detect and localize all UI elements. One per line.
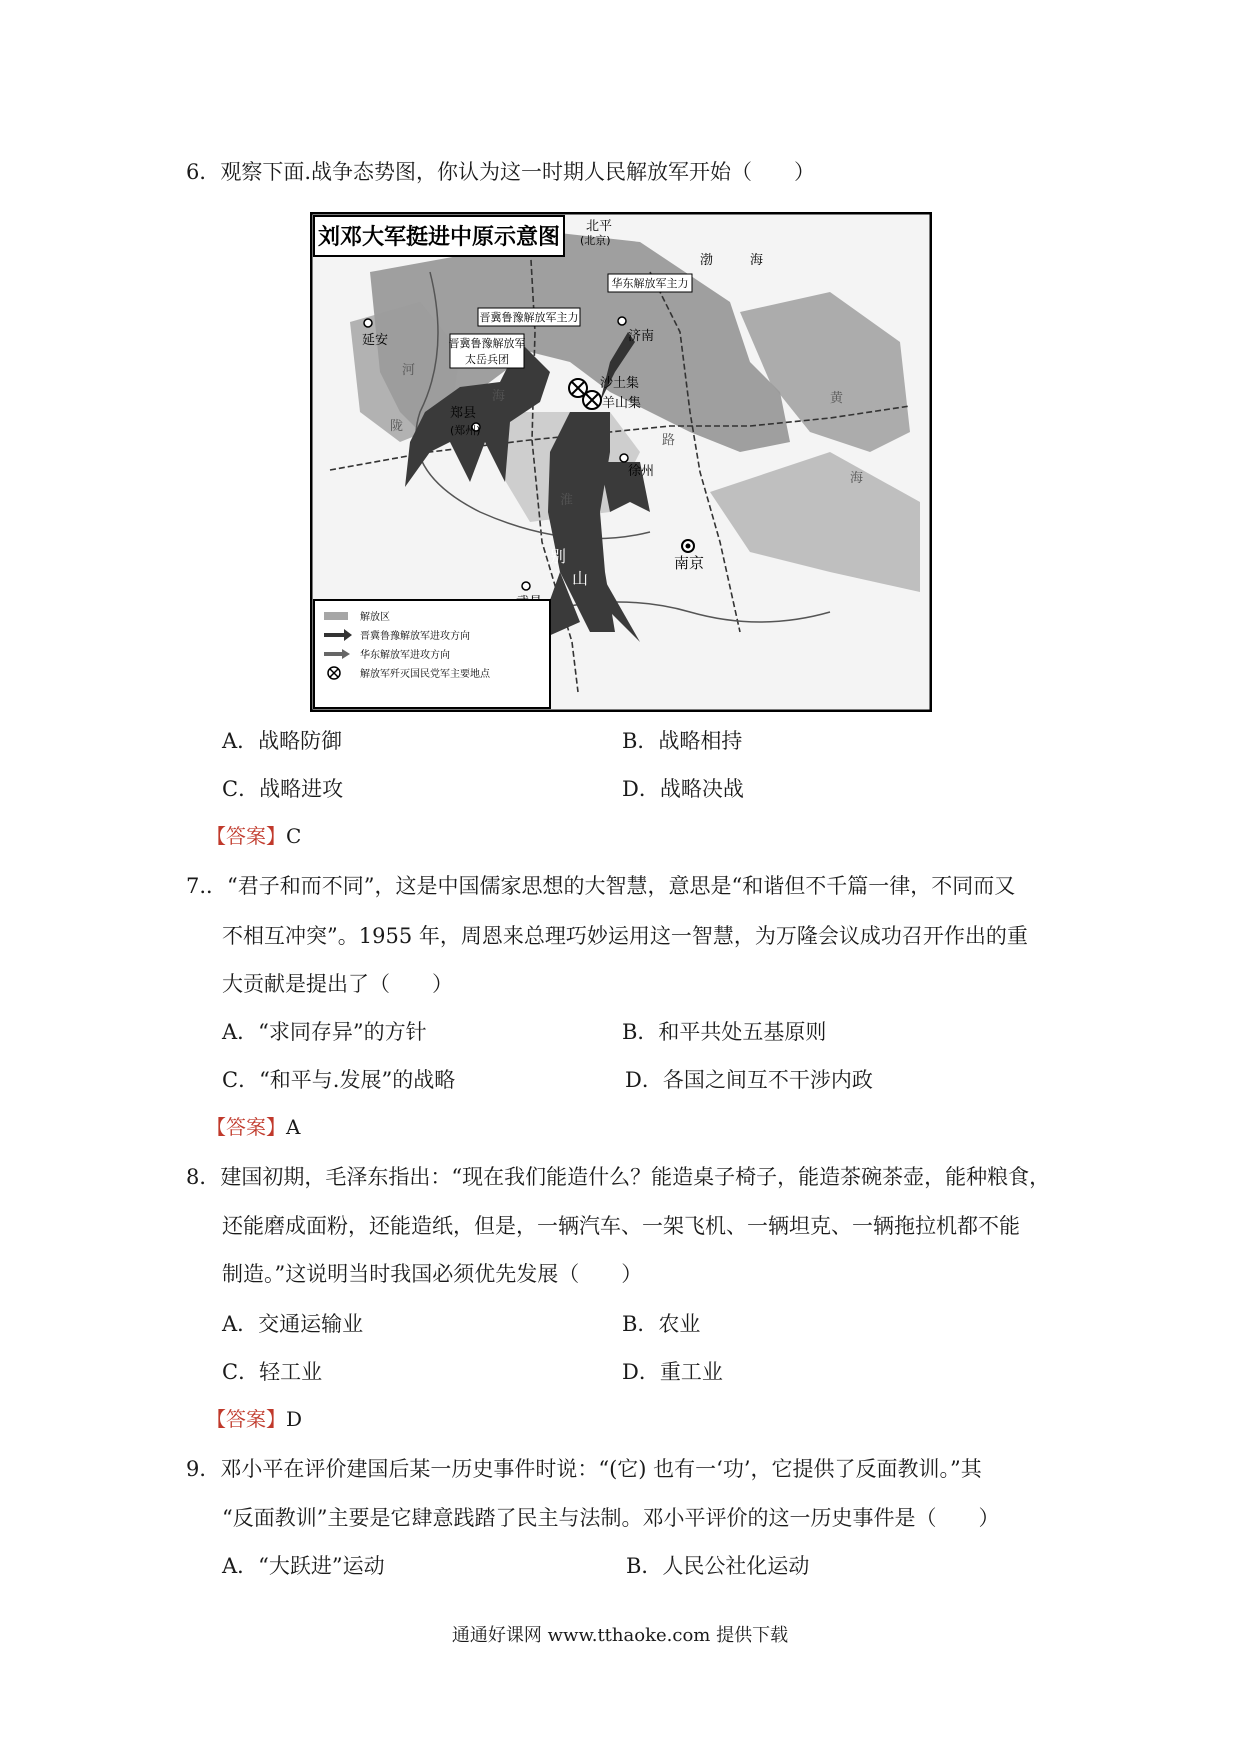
city-marker-yanan — [364, 319, 372, 327]
place-jinan: 济南 — [628, 329, 655, 344]
place-yanan: 延安 — [362, 333, 389, 348]
q7-option-c: C．“和平与.发展”的战略 — [222, 1068, 456, 1092]
label-jjly-army: 晋冀鲁豫解放军主力 — [479, 311, 579, 324]
question-8-line-3: 制造。”这说明当时我国必须优先发展（ ） — [222, 1262, 643, 1286]
answer-value: D — [286, 1407, 303, 1431]
legend-item-2: 晋冀鲁豫解放军进攻方向 — [360, 631, 470, 642]
page-footer: 通通好课网 www.tthaoke.com 提供下载 — [451, 1625, 789, 1646]
label-jjly-army-2: 晋冀鲁豫解放军 — [448, 337, 526, 350]
q6-option-a: A．战略防御 — [222, 729, 343, 753]
q7-answer — [206, 1113, 300, 1141]
q7-option-b: B．和平共处五基原则 — [622, 1020, 827, 1044]
place-zhengxian: 郑县 — [450, 406, 477, 421]
answer-tag: 【答案】 — [206, 1407, 286, 1431]
place-hai-3: 海 — [492, 389, 506, 404]
place-he: 河 — [402, 363, 416, 378]
place-beiping: 北平 — [586, 219, 613, 234]
city-marker-wuchang — [522, 582, 530, 590]
place-shan: 山 — [572, 569, 589, 588]
answer-tag: 【答案】 — [206, 824, 286, 848]
label-taiyue: 太岳兵团 — [465, 353, 509, 366]
legend-item-1: 解放区 — [360, 612, 390, 623]
map-title: 刘邓大军挺进中原示意图 — [317, 225, 561, 250]
q8-option-b: B．农业 — [622, 1312, 701, 1336]
q6-option-b: B．战略相持 — [622, 729, 743, 753]
q9-option-b: B．人民公社化运动 — [626, 1554, 810, 1578]
place-xuzhou: 徐州 — [628, 464, 655, 479]
place-huai: 淮 — [560, 493, 574, 508]
question-7-line-3: 大贡献是提出了（ ） — [222, 972, 453, 996]
answer-value: A — [286, 1115, 301, 1139]
q6-option-d: D．战略决战 — [622, 777, 744, 801]
question-8-line-1: 8．建国初期，毛泽东指出：“现在我们能造什么？能造桌子椅子，能造茶碗茶壶，能种粮食， — [186, 1165, 1051, 1189]
question-7-line-1: 7.．“君子和而不同”，这是中国儒家思想的大智慧，意思是“和谐但不千篇一律，不同而又 — [186, 874, 1016, 898]
q6-answer — [206, 822, 301, 850]
q8-option-a: A．交通运输业 — [222, 1312, 364, 1336]
q9-option-a: A．“大跃进”运动 — [222, 1554, 385, 1578]
question-7-line-2: 不相互冲突”。1955 年，周恩来总理巧妙运用这一智慧，为万隆会议成功召开作出的重 — [222, 924, 1028, 948]
place-zhengzhou: (郑州) — [450, 424, 481, 437]
label-east-army: 华东解放军主力 — [611, 277, 689, 290]
map-legend — [314, 600, 550, 708]
place-bie: 别 — [550, 547, 567, 566]
question-6-line-1: 6．观察下面.战争态势图，你认为这一时期人民解放军开始（ ） — [186, 160, 816, 184]
legend-swatch-area — [324, 612, 348, 620]
answer-tag: 【答案】 — [206, 1115, 286, 1139]
city-marker-jinan — [618, 317, 626, 325]
battle-marker-icon — [583, 391, 601, 409]
answer-value: C — [286, 824, 302, 848]
place-shatuji: 沙土集 — [600, 376, 640, 391]
place-nanjing: 南京 — [674, 554, 705, 572]
q8-option-d: D．重工业 — [622, 1360, 723, 1384]
place-hai: 海 — [750, 253, 764, 268]
question-8-line-2: 还能磨成面粉，还能造纸，但是，一辆汽车、一架飞机、一辆坦克、一辆拖拉机都不能 — [222, 1214, 1020, 1238]
place-beijing: (北京) — [580, 234, 611, 247]
legend-item-4: 解放军歼灭国民党军主要地点 — [360, 669, 490, 680]
map-figure — [310, 212, 932, 712]
q7-option-a: A．“求同存异”的方针 — [222, 1020, 427, 1044]
legend-item-3: 华东解放军进攻方向 — [360, 650, 450, 661]
question-9-line-2: “反面教训”主要是它肆意践踏了民主与法制。邓小平评价的这一历史事件是（ ） — [222, 1506, 1000, 1530]
city-marker-xuzhou — [620, 454, 628, 462]
place-bo: 渤 — [700, 253, 714, 268]
q8-option-c: C．轻工业 — [222, 1360, 323, 1384]
place-lu: 路 — [662, 433, 676, 448]
q7-option-d: D．各国之间互不干涉内政 — [625, 1068, 873, 1092]
question-9-line-1: 9．邓小平在评价建国后某一历史事件时说：“(它) 也有一‘功’，它提供了反面教训。”其 — [186, 1457, 982, 1481]
place-huang: 黄 — [830, 391, 844, 406]
place-hai-2: 海 — [850, 471, 864, 486]
q6-option-c: C．战略进攻 — [222, 777, 344, 801]
q8-answer — [206, 1405, 302, 1433]
place-yangshanji: 羊山集 — [602, 396, 642, 411]
place-long: 陇 — [390, 419, 404, 434]
